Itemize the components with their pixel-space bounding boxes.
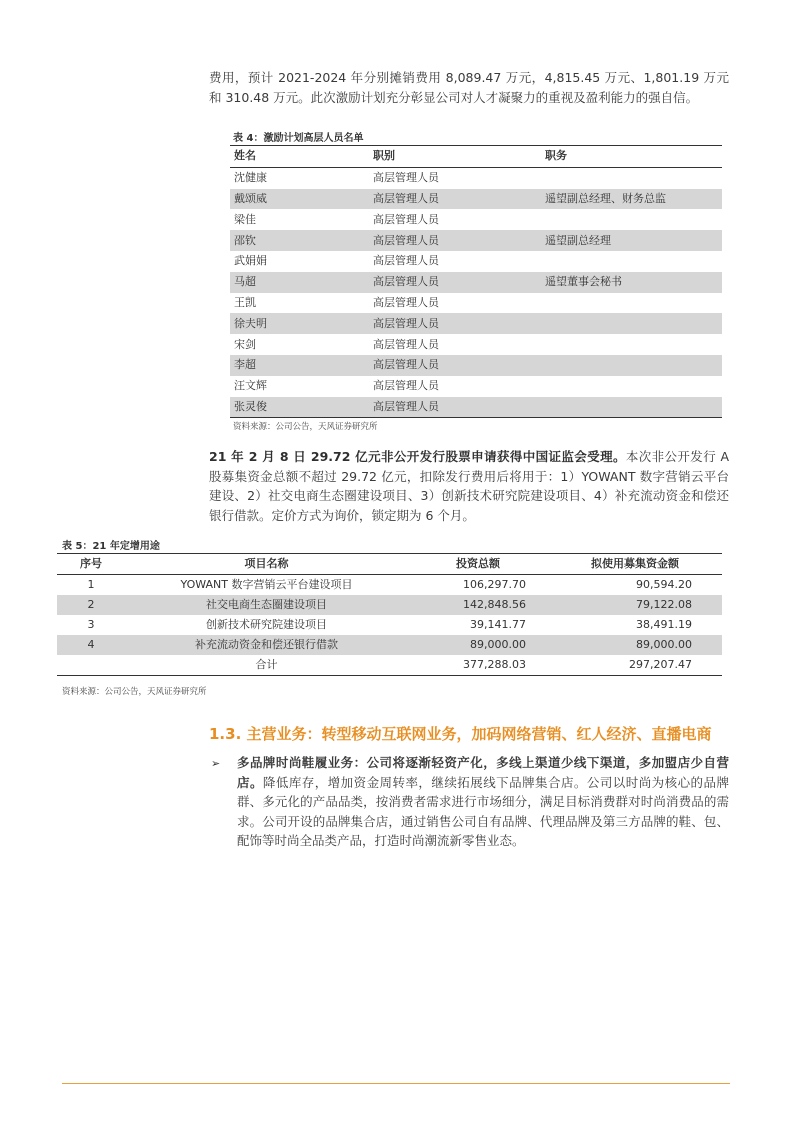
- offering-text: 本次非公开发行 A 股募集资金总额不超过 29.72 亿元，扣除发行费用后将用于：1）YOWANT 数字营销云平台建设、2）社交电商生态圈建设项目、3）创新技术研究院建设项目、4）补充流动资金和偿还银行借款。定价方式为询价，锁定期为 6 个月。: [209, 449, 729, 523]
- cell-name: 李超: [234, 358, 256, 372]
- table-row: [57, 635, 722, 655]
- cell-name: 戴颂威: [234, 191, 267, 205]
- bullet-paragraph: [237, 753, 729, 851]
- cell-position: [541, 397, 722, 418]
- cell-name: 徐夫明: [234, 316, 267, 330]
- table-row: [230, 167, 722, 188]
- cell-total-investment: 106,297.70: [463, 578, 526, 591]
- cell-index: [57, 655, 125, 676]
- table-row: [57, 655, 722, 676]
- cell-project: YOWANT 数字营销云平台建设项目: [180, 578, 353, 591]
- table-header-row: [57, 554, 722, 575]
- cell-position: [541, 376, 722, 397]
- cell-position: 遥望董事会秘书: [545, 275, 622, 289]
- bullet-lead: 多品牌时尚鞋履业务：公司将逐渐轻资产化，多线上渠道少线下渠道，多加盟店少自营店。: [237, 755, 729, 790]
- cell-position: [541, 251, 722, 272]
- cell-name: 张灵俊: [234, 399, 267, 413]
- section-title: 1.3. 主营业务：转型移动互联网业务，加码网络营销、红人经济、直播电商: [209, 725, 712, 743]
- header-rank: 职别: [373, 149, 395, 163]
- arrow-bullet-icon: ➢: [211, 757, 221, 770]
- cell-rank: 高层管理人员: [373, 316, 439, 330]
- table-row: [230, 209, 722, 230]
- cell-project: 合计: [255, 658, 278, 671]
- cell-index: 3: [87, 618, 95, 631]
- table5-source: 资料来源：公司公告，天风证券研究所: [62, 687, 207, 697]
- cell-total-investment: 89,000.00: [470, 638, 526, 651]
- cell-raised-funds: 38,491.19: [636, 618, 692, 631]
- table-row: [230, 251, 722, 272]
- fund-usage-table: [57, 553, 722, 676]
- footer-divider: [62, 1083, 730, 1084]
- cell-raised-funds: 89,000.00: [636, 638, 692, 651]
- cell-rank: 高层管理人员: [373, 337, 439, 351]
- table-row: [230, 334, 722, 355]
- cell-name: 邵钦: [234, 233, 256, 247]
- cell-rank: 高层管理人员: [373, 191, 439, 205]
- cell-name: 沈健康: [234, 171, 267, 185]
- table-row: [230, 376, 722, 397]
- table-row: [57, 615, 722, 635]
- table-row: [230, 189, 722, 210]
- header-project: 项目名称: [244, 557, 289, 570]
- cell-rank: 高层管理人员: [373, 233, 439, 247]
- cell-name: 武娟娟: [234, 254, 267, 268]
- cell-total-investment: 377,288.03: [463, 658, 526, 671]
- cell-position: 遥望副总经理、财务总监: [545, 191, 666, 205]
- cell-position: [541, 293, 722, 314]
- cell-project: 创新技术研究院建设项目: [206, 618, 327, 631]
- cell-rank: 高层管理人员: [373, 212, 439, 226]
- cell-project: 社交电商生态圈建设项目: [206, 598, 327, 611]
- cell-name: 王凯: [234, 295, 256, 309]
- cell-position: [541, 355, 722, 376]
- table4-caption: 表 4：激励计划高层人员名单: [233, 133, 364, 144]
- intro-paragraph: 费用，预计 2021-2024 年分别摊销费用 8,089.47 万元，4,815.45 万元、1,801.19 万元和 310.48 万元。此次激励计划充分彰显公司对人才凝聚力的重视及盈利能力的强自信。: [209, 70, 729, 105]
- header-index: 序号: [80, 557, 102, 570]
- table-header-row: [230, 146, 722, 168]
- table-row: [230, 355, 722, 376]
- table-row: [230, 230, 722, 251]
- header-total-investment: 投资总额: [456, 557, 500, 570]
- table-row: [230, 272, 722, 293]
- cell-name: 宋剑: [234, 337, 256, 351]
- cell-index: 2: [87, 598, 95, 611]
- cell-raised-funds: 79,122.08: [636, 598, 692, 611]
- cell-rank: 高层管理人员: [373, 275, 439, 289]
- cell-rank: 高层管理人员: [373, 295, 439, 309]
- cell-total-investment: 39,141.77: [470, 618, 526, 631]
- cell-name: 汪文辉: [234, 379, 267, 393]
- cell-rank: 高层管理人员: [373, 399, 439, 413]
- table-row: [230, 293, 722, 314]
- cell-position: [541, 167, 722, 188]
- table5-caption: 表 5：21 年定增用途: [62, 541, 160, 552]
- offering-lead: 21 年 2 月 8 日 29.72 亿元非公开发行股票申请获得中国证监会受理。: [209, 449, 626, 464]
- cell-position: [541, 334, 722, 355]
- cell-total-investment: 142,848.56: [463, 598, 526, 611]
- table-row: [230, 397, 722, 418]
- cell-index: 4: [87, 638, 95, 651]
- cell-position: [541, 313, 722, 334]
- cell-name: 马超: [234, 275, 256, 289]
- table-row: [57, 575, 722, 596]
- cell-rank: 高层管理人员: [373, 254, 439, 268]
- bullet-text: 降低库存，增加资金周转率，继续拓展线下品牌集合店。公司以时尚为核心的品牌群、多元化的产品品类，按消费者需求进行市场细分，满足目标消费群对时尚消费品的需求。公司开设的品牌集合店，通过销售公司自有品牌、代理品牌及第三方品牌的鞋、包、配饰等时尚全品类产品，打造时尚潮流新零售业态。: [237, 774, 729, 848]
- header-name: 姓名: [234, 149, 256, 163]
- table-row: [230, 313, 722, 334]
- paragraph-offering: [209, 447, 729, 525]
- cell-position: [541, 209, 722, 230]
- table4-source: 资料来源：公司公告，天风证券研究所: [233, 422, 378, 432]
- executive-table: [230, 145, 722, 418]
- table-row: [57, 595, 722, 615]
- cell-index: 1: [87, 578, 95, 591]
- cell-raised-funds: 90,594.20: [636, 578, 692, 591]
- cell-project: 补充流动资金和偿还银行借款: [195, 638, 338, 651]
- cell-rank: 高层管理人员: [373, 358, 439, 372]
- cell-rank: 高层管理人员: [373, 379, 439, 393]
- cell-name: 梁佳: [234, 212, 256, 226]
- cell-rank: 高层管理人员: [373, 171, 439, 185]
- cell-position: 遥望副总经理: [545, 233, 611, 247]
- header-position: 职务: [545, 149, 567, 163]
- cell-raised-funds: 297,207.47: [629, 658, 692, 671]
- header-raised-funds: 拟使用募集资金额: [591, 557, 679, 570]
